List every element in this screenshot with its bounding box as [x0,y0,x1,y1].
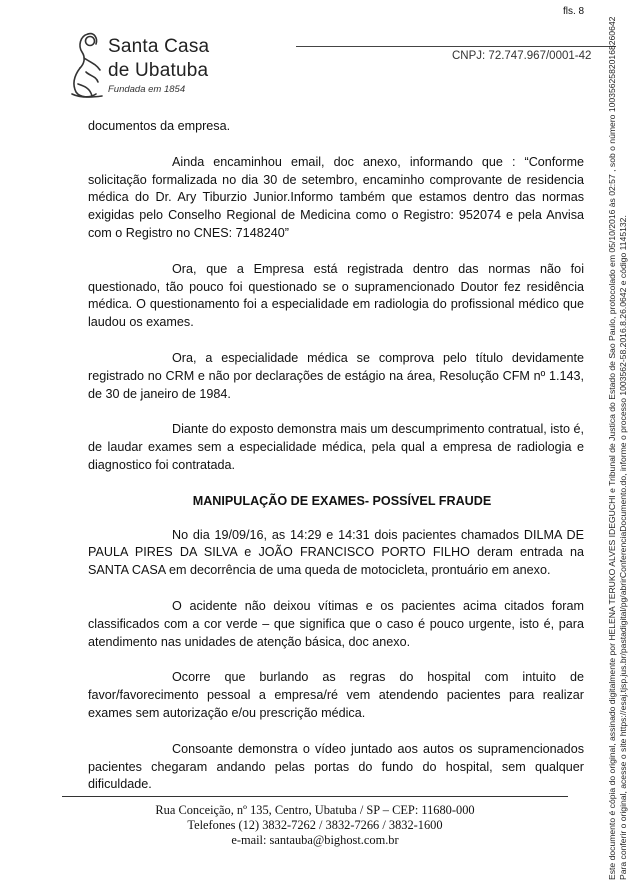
paragraph-7: O acidente não deixou vítimas e os pacientes acima citados foram classificados com a cor verde – que significa que o caso é pouco urgente, isto é, para atendimento nas unidades de atenção básica, doc anexo. [88,598,584,649]
document-body [88,118,584,812]
paragraph-1: documentos da empresa. [88,119,231,133]
paragraph-5: Diante do exposto demonstra mais um descumprimento contratual, isto é, de laudar exames sem a especialidade médica, pela qual a empresa de radiologia e diagnostico foi contratada. [88,422,584,472]
page-number: fls. 8 [563,6,585,17]
logo-name-line1: Santa Casa [108,36,210,57]
stamp-line-2: Para conferir o original, acesse o site https://esaj.tjsp.jus.br/pastadigital/pg/abrirConferenciaDocumento.do, informe o processo 1003562-58.2016.8.26.0642 e código 1145132. [618,215,628,880]
footer-email: e-mail: santauba@bighost.com.br [231,833,399,847]
paragraph-8: Ocorre que burlando as regras do hospital com intuito de favor/favorecimento pessoal a empresa/ré vem atendendo pacientes para realizar exames sem autorização e/ou prescrição médica. [88,670,584,720]
paragraph-9: Consoante demonstra o vídeo juntado aos autos os supramencionados pacientes chegaram andando pelas portas do fundo do hospital, sem qualquer dificuldade. [88,741,584,792]
stamp-line-1: Este documento é cópia do original, assinado digitalmente por HELENA TERUKO ALVES IDEGUCHI e Tribunal de Justica do Estado de Sao Paulo, protocolado em 05/10/2016 às 02:57 , sob o número 10035625820168260642 [607,16,617,880]
footer [62,803,568,848]
logo-name-line2: de Ubatuba [108,60,209,81]
section-heading: MANIPULAÇÃO DE EXAMES- POSSÍVEL FRAUDE [192,493,492,508]
paragraph-6: No dia 19/09/16, as 14:29 e 14:31 dois pacientes chamados DILMA DE PAULA PIRES DA SILVA e JOÃO FRANCISCO PORTO FILHO deram entrada na SANTA CASA em decorrência de uma queda de motocicleta, prontuário em anexo. [88,527,584,578]
footer-divider [62,796,568,797]
paragraph-4: Ora, a especialidade médica se comprova pelo título devidamente registrado no CRM e não por declarações de estágio na área, Resolução CFM nº 1.143, de 30 de janeiro de 1984. [88,350,584,401]
footer-address: Rua Conceição, nº 135, Centro, Ubatuba / SP – CEP: 11680-000 [155,803,475,817]
digital-signature-stamp [607,2,629,880]
footer-phones: Telefones (12) 3832-7262 / 3832-7266 / 3832-1600 [187,818,443,832]
paragraph-2: Ainda encaminhou email, doc anexo, informando que : “Conforme solicitação formalizada no dia 30 de setembro, encaminho comprovante de residencia médica do Dr. Ary Tiburzio Junior.Informo também que estamos dentro das normas exigidas pelo Conselho Regional de Medicina como o Registro: 952074 e pela Anvisa com o Registro no CNES: 7148240” [88,154,584,240]
madonna-logo-icon [66,24,108,102]
paragraph-3: Ora, que a Empresa está registrada dentro das normas não foi questionado, tão pouco foi questionado se o supramencionado Doutor fez residência médica. O questionamento foi a especialidade em radiologia do profissional médico que laudou os exames. [88,261,584,330]
logo-founded: Fundada em 1854 [108,84,186,95]
cnpj: CNPJ: 72.747.967/0001-42 [452,50,592,62]
santa-casa-logo [66,24,236,102]
header-divider [296,46,616,47]
